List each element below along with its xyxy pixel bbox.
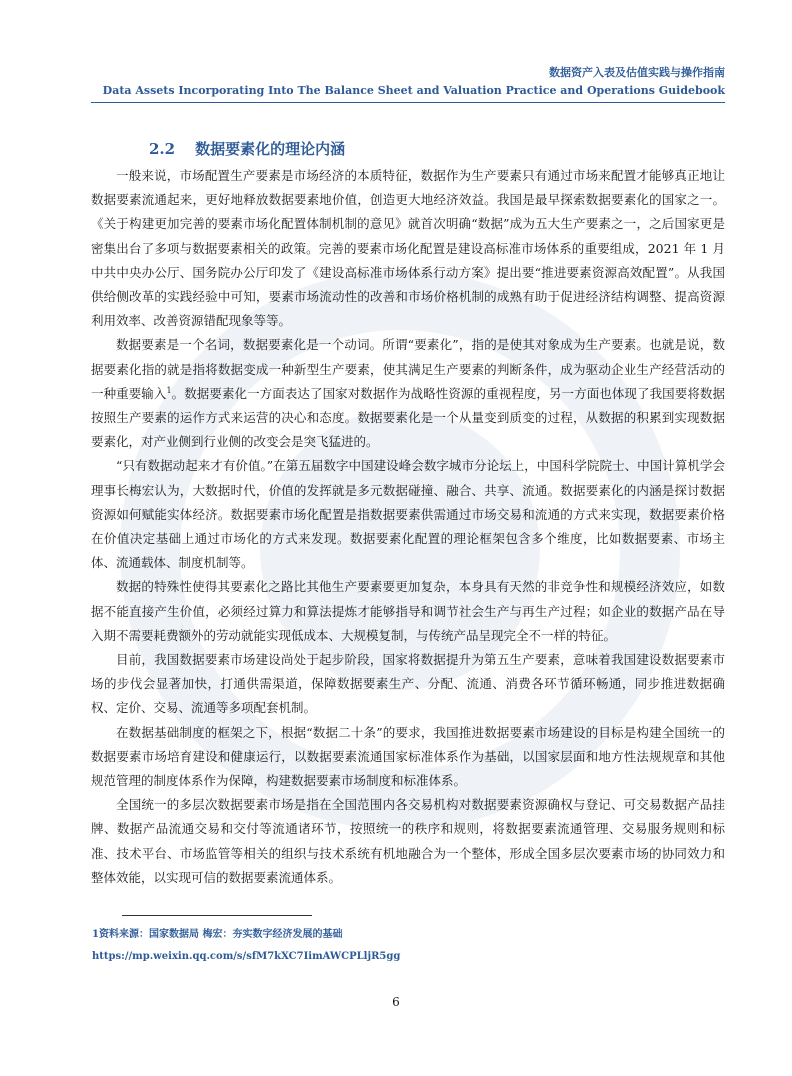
- paragraph-4: 数据的特殊性使得其要素化之路比其他生产要素要更加复杂，本身具有天然的非竞争性和规模经济效应，如数据不能直接产生价值，必须经过算力和算法提炼才能够指导和调节社会生产与再生产过程；如企业的数据产品在导入期不需要耗费额外的劳动就能实现低成本、大规模复制，与传统产品呈现完全不一样的特征。: [91, 579, 725, 643]
- paragraph-2: [91, 333, 725, 454]
- body-text: [91, 164, 725, 890]
- footnote: [92, 924, 400, 968]
- running-header: [103, 64, 725, 100]
- footnote-link[interactable]: https://mp.weixin.qq.com/s/sfM7kXC7IimAWCPLljR5gg: [92, 951, 401, 962]
- footnote-ref[interactable]: 1: [166, 385, 172, 395]
- header-title-cn: 数据资产入表及估值实践与操作指南: [549, 66, 725, 79]
- section-title-text: 数据要素化的理论内涵: [195, 140, 346, 158]
- paragraph-3: “只有数据动起来才有价值。”在第五届数字中国建设峰会数字城市分论坛上，中国科学院院士、中国计算机学会理事长梅宏认为，大数据时代，价值的发挥就是多元数据碰撞、融合、共享、流通。数据要素化的内涵是探讨数据资源如何赋能实体经济。数据要素市场化配置是指数据要素供需通过市场交易和流通的方式来实现，数据要素价格在价值决定基础上通过市场化的方式来发现。数据要素化配置的理论框架包含多个维度，比如数据要素、市场主体、流通载体、制度机制等。: [91, 458, 725, 571]
- paragraph-2-part-1: 数据要素是一个名词，数据要素化是一个动词。所谓“要素化”，指的是使其对象成为生产要素。也就是说，数据要素化指的就是指将数据变成一种新型生产要素，使其满足生产要素的判断条件，成为驱动企业生产经营活动的一种重要输入: [91, 337, 725, 401]
- paragraph-7: 全国统一的多层次数据要素市场是指在全国范围内各交易机构对数据要素资源确权与登记、可交易数据产品挂牌、数据产品流通交易和交付等流通诸环节，按照统一的秩序和规则，将数据要素流通管理、交易服务规则和标准、技术平台、市场监管等相关的组织与技术系统有机地融合为一个整体，形成全国多层次要素市场的协同效力和整体效能，以实现可信的数据要素流通体系。: [91, 797, 725, 885]
- paragraph-2-part-2: 。数据要素化一方面表达了国家对数据作为战略性资源的重视程度，另一方面也体现了我国要将数据按照生产要素的运作方式来运营的决心和态度。数据要素化是一个从量变到质变的过程，从数据的积累到实现数据要素化，对产业侧到行业侧的改变会是突飞猛进的。: [91, 385, 725, 450]
- page-number: 6: [392, 995, 400, 1009]
- paragraph-1: 一般来说，市场配置生产要素是市场经济的本质特征，数据作为生产要素只有通过市场来配置才能够真正地让数据要素流通起来，更好地释放数据要素地价值，创造更大地经济效益。我国是最早探索数据要素化的国家之一。《关于构建更加完善的要素市场化配置体制机制的意见》就首次明确“数据”成为五大生产要素之一，之后国家更是密集出台了多项与数据要素相关的政策。完善的要素市场化配置是建设高标准市场体系的重要组成，2021 年 1 月中共中央办公厅、国务院办公厅印发了《建设高标准市场体系行动方案》提出要“推进要素资源高效配置”。从我国供给侧改革的实践经验中可知，要素市场流动性的改善和市场价格机制的成熟有助于促进经济结构调整、提高资源利用效率、改善资源错配现象等等。: [91, 168, 725, 329]
- section-number: 2.2: [149, 140, 176, 158]
- footnote-divider: [122, 915, 312, 916]
- paragraph-6: 在数据基础制度的框架之下，根据“数据二十条”的要求，我国推进数据要素市场建设的目标是构建全国统一的数据要素市场培育建设和健康运行，以数据要素流通国家标准体系作为基础，以国家层面和地方性法规规章和其他规范管理的制度体系作为保障，构建数据要素市场制度和标准体系。: [91, 724, 725, 789]
- header-title-en: Data Assets Incorporating Into The Balance Sheet and Valuation Practice and Operations Guidebook: [102, 84, 725, 97]
- header-divider: [91, 102, 725, 103]
- section-heading: [149, 138, 345, 160]
- footnote-source: 1资料来源：国家数据局 梅宏：夯实数字经济发展的基础: [92, 929, 343, 940]
- paragraph-5: 目前，我国数据要素市场建设尚处于起步阶段，国家将数据提升为第五生产要素，意味着我国建设数据要素市场的步伐会显著加快，打通供需渠道，保障数据要素生产、分配、流通、消费各环节循环畅通，同步推进数据确权、定价、交易、流通等多项配套机制。: [91, 652, 725, 716]
